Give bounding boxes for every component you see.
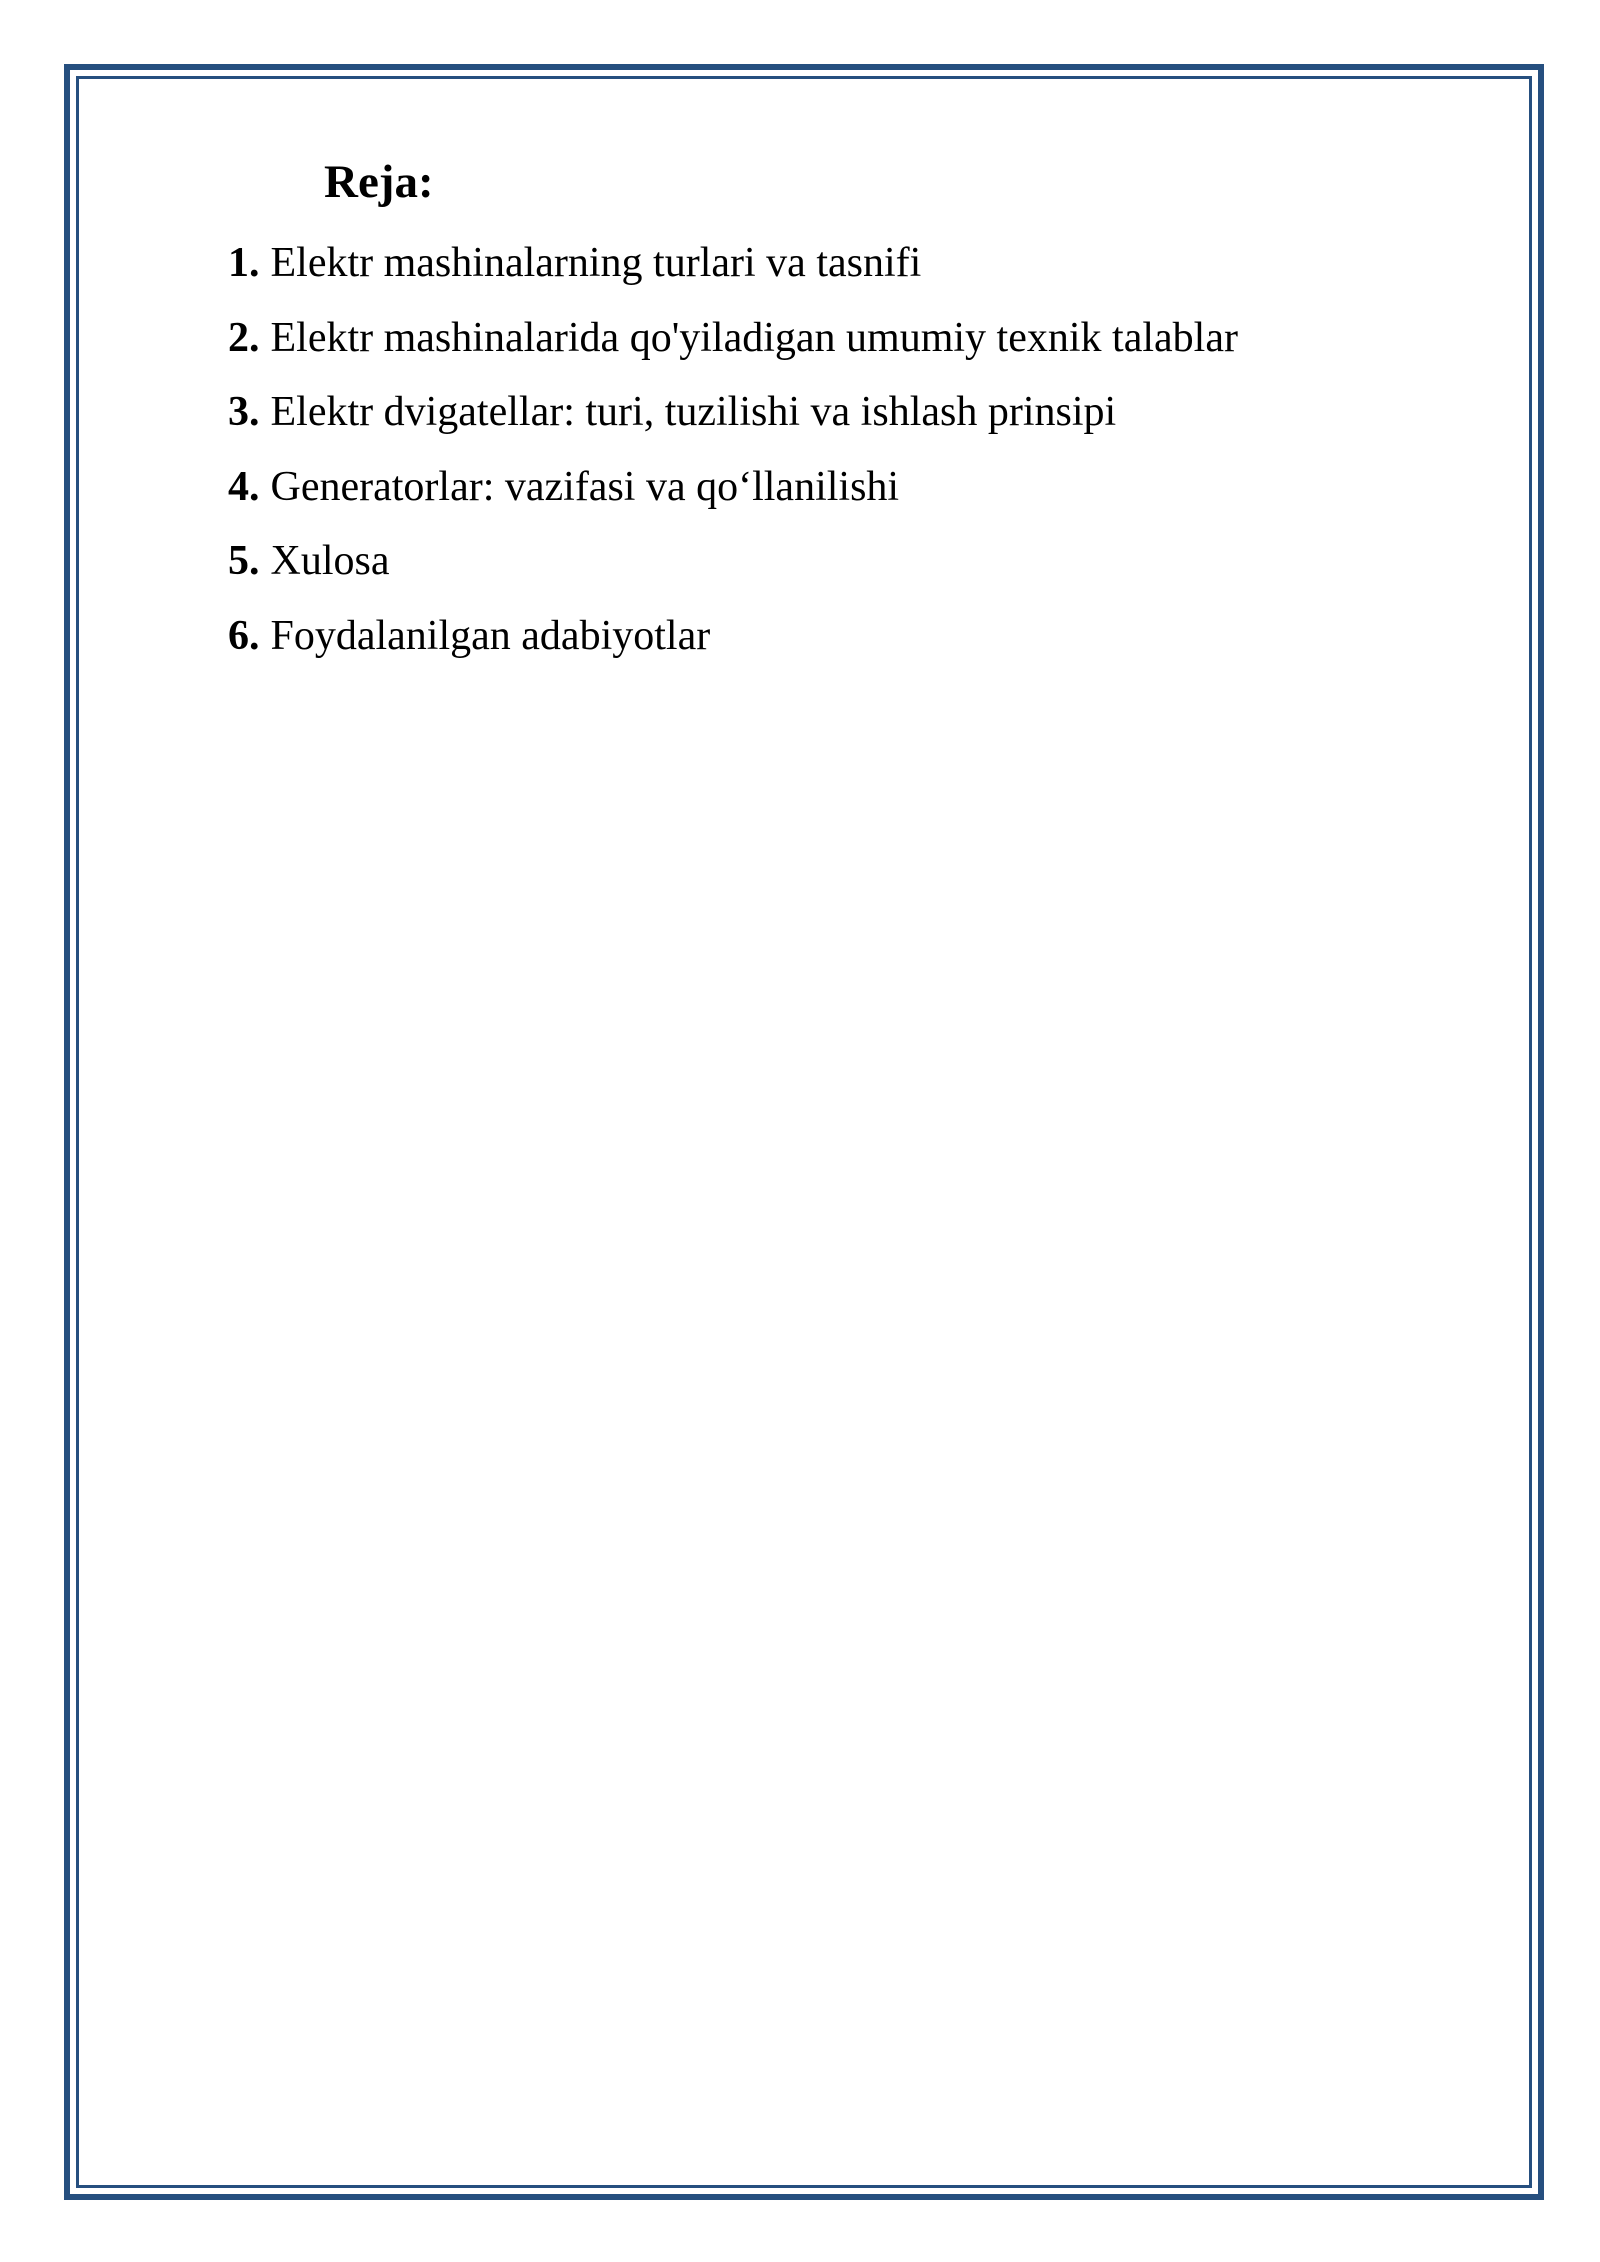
plan-item-text: Elektr mashinalarida qo'yiladigan umumiy texnik talablar [270,314,1238,361]
plan-item-text: Elektr mashinalarning turlari va tasnifi [270,240,922,286]
plan-item-6 [228,599,1428,674]
plan-item-number: 3. [228,389,260,435]
document-content [228,150,1428,673]
plan-item-number: 1. [228,240,260,286]
plan-item-1 [228,226,1428,301]
plan-title: Reja: [324,156,434,208]
plan-item-text: Xulosa [270,538,390,584]
plan-item-number: 2. [228,314,260,361]
plan-item-text: Foydalanilgan adabiyotlar [270,612,711,659]
plan-item-text: Elektr dvigatellar: turi, tuzilishi va ishlash prinsipi [270,389,1117,435]
plan-item-3 [228,375,1428,450]
plan-item-number: 5. [228,538,260,584]
plan-item-5 [228,524,1428,599]
plan-item-4 [228,450,1428,525]
plan-list [228,226,1428,673]
plan-item-number: 6. [228,612,260,659]
plan-item-number: 4. [228,463,260,510]
plan-item-2 [228,301,1428,376]
plan-item-text: Generatorlar: vazifasi va qo‘llanilishi [270,463,900,510]
